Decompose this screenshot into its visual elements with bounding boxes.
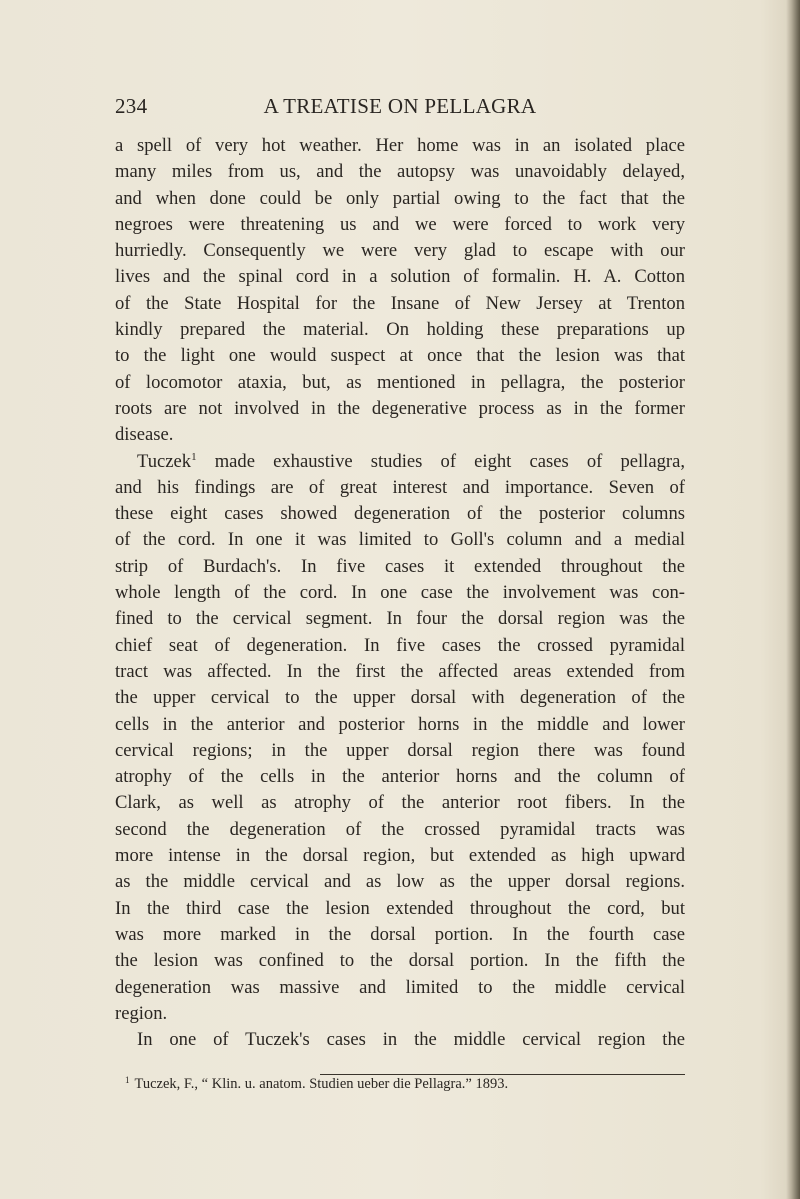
page-number: 234 xyxy=(115,94,148,118)
text-line: of the cord. In one it was limited to Goll's column and a medial xyxy=(115,529,685,551)
text-line: second the degeneration of the crossed pyramidal tracts was xyxy=(115,818,685,840)
text-line-rest: made exhaustive studies of eight cases of pellagra, xyxy=(196,450,685,472)
text-line: of locomotor ataxia, but, as mentioned in pellagra, the posterior xyxy=(115,371,685,393)
text-line: whole length of the cord. In one case the involvement was con- xyxy=(115,582,685,604)
footnote-reference: 1 xyxy=(191,450,197,463)
text-line: kindly prepared the material. On holding these preparations up xyxy=(115,319,685,341)
footnote-text: Tuczek, F., “ Klin. u. anatom. Studien ueber die Pellagra.” 1893. xyxy=(134,1076,509,1092)
author-name: Tuczek xyxy=(137,450,192,472)
text-line: hurriedly. Consequently we were very glad to escape with our xyxy=(115,240,685,262)
text-line: Clark, as well as atrophy of the anterior root fibers. In the xyxy=(115,792,685,814)
footnote-marker: 1 xyxy=(125,1075,130,1085)
text-line: degeneration was massive and limited to the middle cervical xyxy=(115,976,685,998)
text-line: and his findings are of great interest and importance. Seven of xyxy=(115,476,685,498)
text-line: and when done could be only partial owing to the fact that the xyxy=(115,187,685,209)
text-line: cervical regions; in the upper dorsal region there was found xyxy=(115,739,685,761)
text-line: more intense in the dorsal region, but extended as high upward xyxy=(115,845,685,867)
page-header xyxy=(115,94,685,124)
text-line: to the light one would suspect at once that the lesion was that xyxy=(115,345,685,367)
text-line: fined to the cervical segment. In four the dorsal region was the xyxy=(115,608,685,630)
running-title: A TREATISE ON PELLAGRA xyxy=(263,94,537,118)
text-line: tract was affected. In the first the affected areas extended from xyxy=(115,660,685,682)
text-line: region. xyxy=(115,1002,168,1024)
text-line: the upper cervical to the upper dorsal with degeneration of the xyxy=(115,687,685,709)
page-edge-shadow xyxy=(786,0,800,1199)
text-line: roots are not involved in the degenerative process as in the former xyxy=(115,397,685,419)
text-line: negroes were threatening us and we were forced to work very xyxy=(115,213,685,235)
text-line: strip of Burdach's. In five cases it extended throughout the xyxy=(115,555,685,577)
text-line: of the State Hospital for the Insane of New Jersey at Trenton xyxy=(115,292,685,314)
text-line: cells in the anterior and posterior horns in the middle and lower xyxy=(115,713,685,735)
text-line: these eight cases showed degeneration of the posterior columns xyxy=(115,503,685,525)
text-line: atrophy of the cells in the anterior horns and the column of xyxy=(115,766,685,788)
text-line: chief seat of degeneration. In five cases the crossed pyramidal xyxy=(115,634,685,656)
paragraph-start-line xyxy=(115,449,685,475)
text-line: In one of Tuczek's cases in the middle cervical region the xyxy=(137,1029,685,1051)
text-line: a spell of very hot weather. Her home was in an isolated place xyxy=(115,135,685,156)
text-line: the lesion was confined to the dorsal portion. In the fifth the xyxy=(115,950,685,972)
text-line: In the third case the lesion extended throughout the cord, but xyxy=(115,897,685,919)
footnote xyxy=(125,1075,685,1093)
text-line: lives and the spinal cord in a solution of formalin. H. A. Cotton xyxy=(115,266,685,288)
text-line: was more marked in the dorsal portion. In the fourth case xyxy=(115,923,685,945)
body-text xyxy=(115,133,685,1053)
text-line: many miles from us, and the autopsy was unavoidably delayed, xyxy=(115,161,685,183)
text-line: disease. xyxy=(115,424,174,446)
text-line: as the middle cervical and as low as the upper dorsal regions. xyxy=(115,871,685,893)
